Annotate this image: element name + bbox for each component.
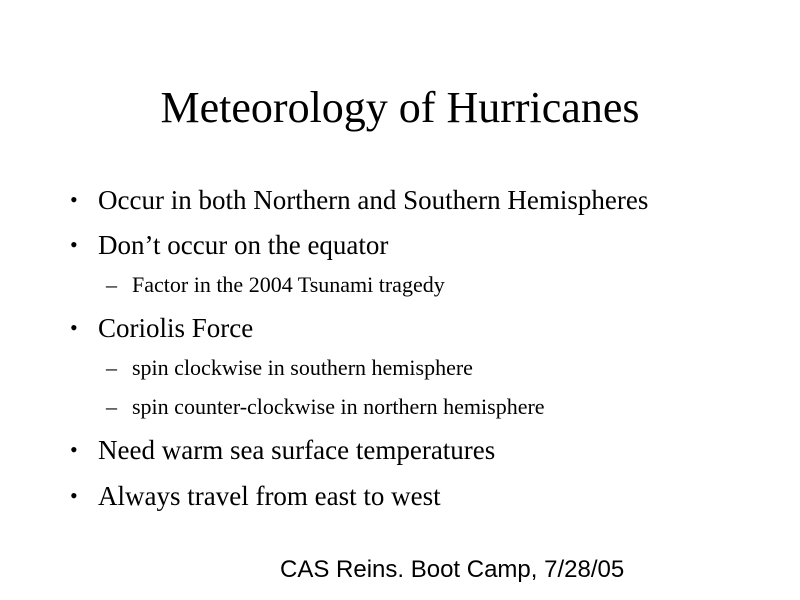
bullet-marker: • xyxy=(70,232,78,257)
bullet-text: Coriolis Force xyxy=(98,313,254,343)
bullet-marker: • xyxy=(70,437,78,462)
bullet-marker: • xyxy=(70,315,78,340)
bullet-text: Occur in both Northern and Southern Hemispheres xyxy=(98,185,649,215)
sub-bullet-text: spin counter-clockwise in northern hemisphere xyxy=(132,394,545,419)
sub-bullet-text: Factor in the 2004 Tsunami tragedy xyxy=(132,272,445,297)
bullet-marker: • xyxy=(70,187,78,212)
slide-title: Meteorology of Hurricanes xyxy=(160,83,640,132)
bullet-marker: • xyxy=(70,483,78,508)
sub-bullet-marker: – xyxy=(106,272,117,297)
bullet-text: Don’t occur on the equator xyxy=(98,230,389,260)
sub-bullet-text: spin clockwise in southern hemisphere xyxy=(132,355,473,380)
bullet-text: Need warm sea surface temperatures xyxy=(98,435,496,465)
bullet-text: Always travel from east to west xyxy=(98,481,441,511)
sub-bullet-marker: – xyxy=(106,394,117,419)
slide-footer: CAS Reins. Boot Camp, 7/28/05 xyxy=(280,556,625,583)
sub-bullet-marker: – xyxy=(106,355,117,380)
